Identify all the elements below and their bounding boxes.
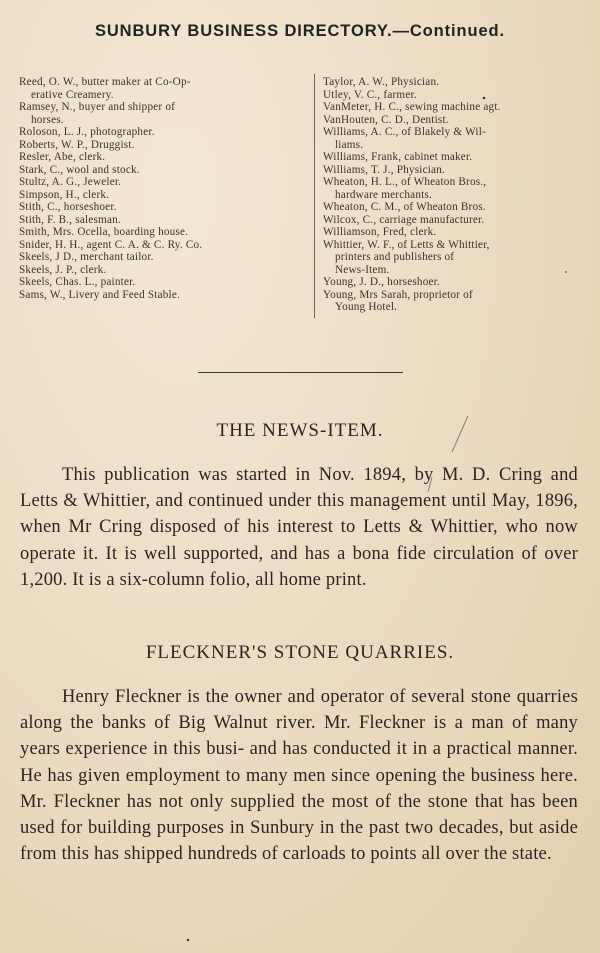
- directory-entry: Stultz, A. G., Jeweler.: [19, 176, 122, 188]
- directory-entry: Stith, C., horseshoer.: [19, 201, 117, 213]
- directory-entry: Skeels, J D., merchant tailor.: [19, 251, 154, 263]
- directory-entry: Young, J. D., horseshoer.: [323, 276, 440, 288]
- directory-entry: Resler, Abe, clerk.: [19, 151, 106, 163]
- directory-entry: VanHouten, C. D., Dentist.: [323, 113, 449, 126]
- directory-entry: Wheaton, C. M., of Wheaton Bros.: [323, 201, 486, 213]
- directory-entry: Wilcox, C., carriage manufacturer.: [323, 213, 485, 226]
- pencil-stroke-mark: [452, 416, 468, 452]
- directory-entry: Whittier, W. F., of Letts & Whittier, printers and publishers of News-Item.: [323, 238, 490, 276]
- directory-entry: Williams, T. J., Physician.: [323, 163, 445, 176]
- directory-entry: Wheaton, H. L., of Wheaton Bros., hardware merchants.: [323, 176, 487, 201]
- ink-speck-mark: [187, 939, 189, 941]
- quarries-title: FLECKNER'S STONE QUARRIES.: [145, 642, 455, 663]
- directory-entry: Roloson, L. J., photographer.: [19, 126, 155, 138]
- ink-speck-mark: [483, 97, 486, 100]
- directory-entry: Simpson, H., clerk.: [19, 188, 110, 201]
- directory-entry: Williams, A. C., of Blakely & Wil- liams.: [323, 126, 486, 151]
- pencil-stroke-mark: [428, 477, 432, 492]
- directory-entry: Smith, Mrs. Ocella, boarding house.: [19, 226, 189, 238]
- directory-entry: Skeels, Chas. L., painter.: [19, 276, 136, 288]
- directory-entry: Stith, F. B., salesman.: [19, 213, 121, 226]
- directory-entry: Roberts, W. P., Druggist.: [19, 138, 135, 151]
- directory-entry: Skeels, J. P., clerk.: [19, 263, 107, 276]
- directory-entry: Taylor, A. W., Physician.: [323, 76, 440, 88]
- news-item-paragraph: This publication was started in Nov. 1894, by M. D. Cring and Letts & Whittier, and continued under this management until May, 1896, when Mr Cring disposed of his interest to Letts & Whittier, who now operate it. It is well supported, and has a bona fide circulation of over 1,200. It is a six-column folio, all home print.: [20, 465, 578, 590]
- news-item-title: THE NEWS-ITEM.: [216, 420, 384, 441]
- directory-entry: Sams, W., Livery and Feed Stable.: [19, 288, 181, 301]
- directory-entry: Williams, Frank, cabinet maker.: [323, 151, 473, 163]
- quarries-paragraph: Henry Fleckner is the owner and operator of several stone quarries along the banks of Big Walnut river. Mr. Fleckner is a man of many years experience in this busi- and has conducted it in a practical manner. He has given employment to many men since opening the business here. Mr. Fleckner has not only supplied the most of the stone that has been used for building purposes in Sunbury in the past two decades, but aside from this has shipped hundreds of carloads to points all over the state.: [20, 687, 578, 865]
- directory-entry: Snider, H. H., agent C. A. & C. Ry. Co.: [19, 238, 203, 251]
- directory-entry: VanMeter, H. C., sewing machine agt.: [323, 101, 501, 113]
- directory-entry: Young, Mrs Sarah, proprietor of Young Hotel.: [323, 288, 473, 313]
- directory-entry: Stark, C., wool and stock.: [19, 163, 140, 176]
- directory-entry: Reed, O. W., butter maker at Co-Op- erative Creamery.: [19, 76, 191, 101]
- ink-speck-mark: [565, 271, 567, 273]
- directory-entry: Utley, V. C., farmer.: [323, 88, 417, 101]
- directory-entry: Ramsey, N., buyer and shipper of horses.: [19, 101, 176, 126]
- directory-entry: Williamson, Fred, clerk.: [323, 226, 437, 238]
- page-header: SUNBURY BUSINESS DIRECTORY.—Continued.: [94, 22, 506, 40]
